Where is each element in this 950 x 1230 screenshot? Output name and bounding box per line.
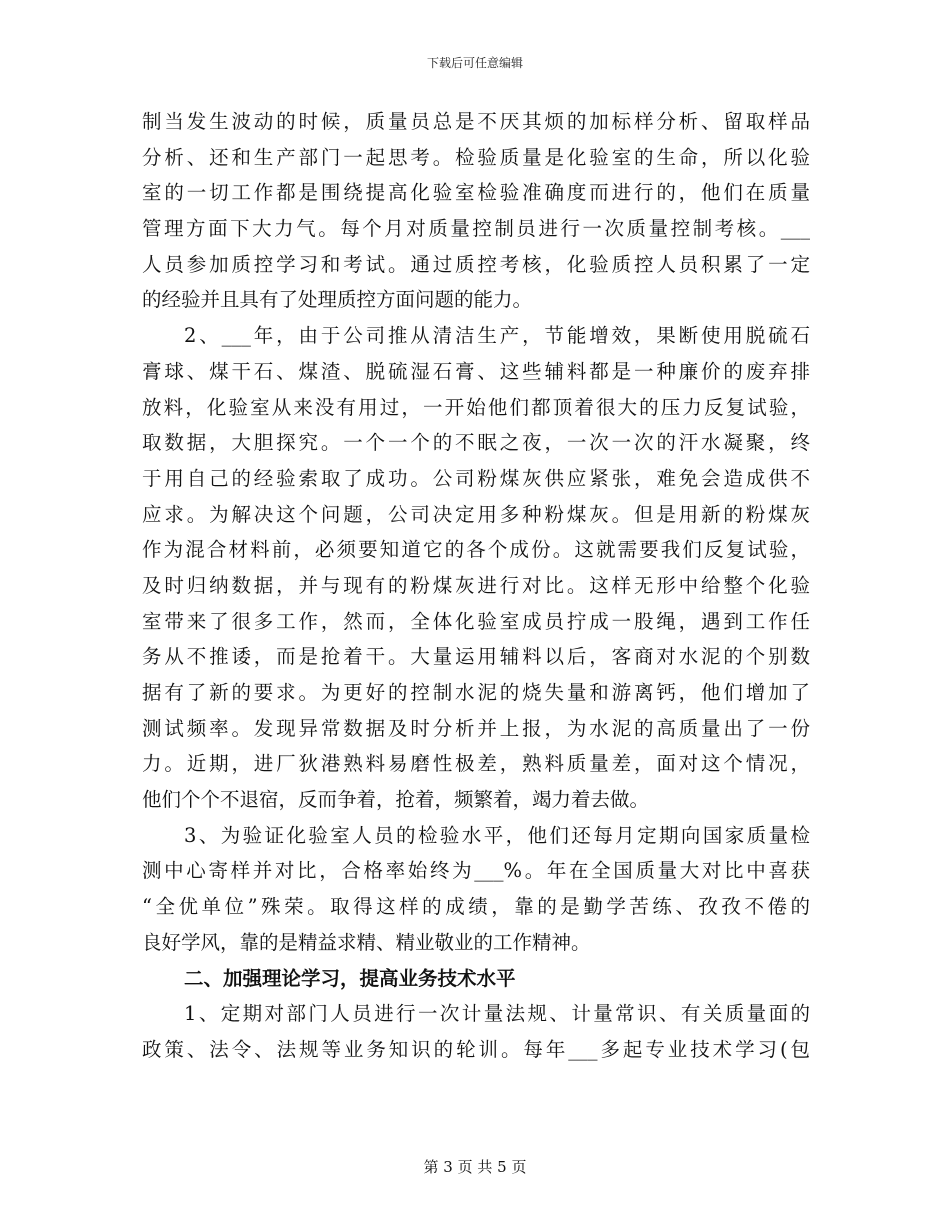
text-line: 的经验并且具有了处理质控方面问题的能力。	[142, 288, 533, 312]
text-line: 据有了新的要求。为更好的控制水泥的烧失量和游离钙，他们增加了	[142, 681, 810, 704]
text-line: 膏球、煤干石、煤渣、脱硫湿石膏、这些辅料都是一种廉价的废弃排	[142, 359, 810, 383]
text-line: 管理方面下大力气。每个月对质量控制员进行一次质量控制考核。___	[142, 217, 810, 241]
section-heading: 二、加强理论学习，提高业务技术水平	[184, 966, 516, 990]
text-line: 室带来了很多工作，然而，全体化验室成员拧成一股绳，遇到工作任	[142, 609, 810, 633]
text-line: 政策、法令、法规等业务知识的轮训。每年___多起专业技术学习(包	[142, 1037, 810, 1061]
text-line: 于用自己的经验索取了成功。公司粉煤灰供应紧张，难免会造成供不	[142, 466, 810, 490]
text-line: “全优单位”殊荣。取得这样的成绩，靠的是勤学苦练、孜孜不倦的	[142, 895, 810, 919]
paragraph-start-line: 3、为验证化验室人员的检验水平，他们还每月定期向国家质量检	[184, 823, 810, 847]
text-line: 分析、还和生产部门一起思考。检验质量是化验室的生命，所以化验	[142, 145, 810, 169]
text-line: 务从不推诿，而是抢着干。大量运用辅料以后，客商对水泥的个别数	[142, 645, 810, 669]
text-line: 制当发生波动的时候，质量员总是不厌其烦的加标样分析、留取样品	[142, 110, 810, 133]
text-line: 测试频率。发现异常数据及时分析并上报，为水泥的高质量出了一份	[142, 716, 810, 740]
paragraph-start-line: 2、___年，由于公司推从清洁生产，节能增效，果断使用脱硫石	[184, 324, 810, 348]
text-line: 室的一切工作都是围绕提高化验室检验准确度而进行的，他们在质量	[142, 181, 810, 205]
text-line: 他们个个不退宿，反而争着，抢着，频繁着，竭力着去做。	[142, 788, 650, 812]
text-line: 放料，化验室从来没有用过，一开始他们都顶着很大的压力反复试验，	[142, 395, 810, 419]
document-body	[142, 104, 810, 1068]
text-line: 作为混合材料前，必须要知道它的各个成份。这就需要我们反复试验，	[142, 538, 810, 562]
text-line: 测中心寄样并对比，合格率始终为___%。年在全国质量大对比中喜获	[142, 859, 810, 883]
text-line: 及时归纳数据，并与现有的粉煤灰进行对比。这样无形中给整个化验	[142, 573, 810, 597]
text-line: 人员参加质控学习和考试。通过质控考核，化验质控人员积累了一定	[142, 252, 810, 276]
paragraph-start-line: 1、定期对部门人员进行一次计量法规、计量常识、有关质量面的	[184, 1002, 810, 1026]
page-footer: 第 3 页 共 5 页	[423, 1158, 527, 1176]
text-line: 取数据，大胆探究。一个一个的不眠之夜，一次一次的汗水凝聚，终	[142, 431, 810, 455]
text-line: 力。近期，进厂狄港熟料易磨性极差，熟料质量差，面对这个情况，	[142, 752, 810, 776]
text-line: 应求。为解决这个问题，公司决定用多种粉煤灰。但是用新的粉煤灰	[142, 502, 810, 526]
text-line: 良好学风，靠的是精益求精、精业敬业的工作精神。	[142, 930, 591, 954]
page-header: 下载后可任意编辑	[426, 56, 523, 70]
